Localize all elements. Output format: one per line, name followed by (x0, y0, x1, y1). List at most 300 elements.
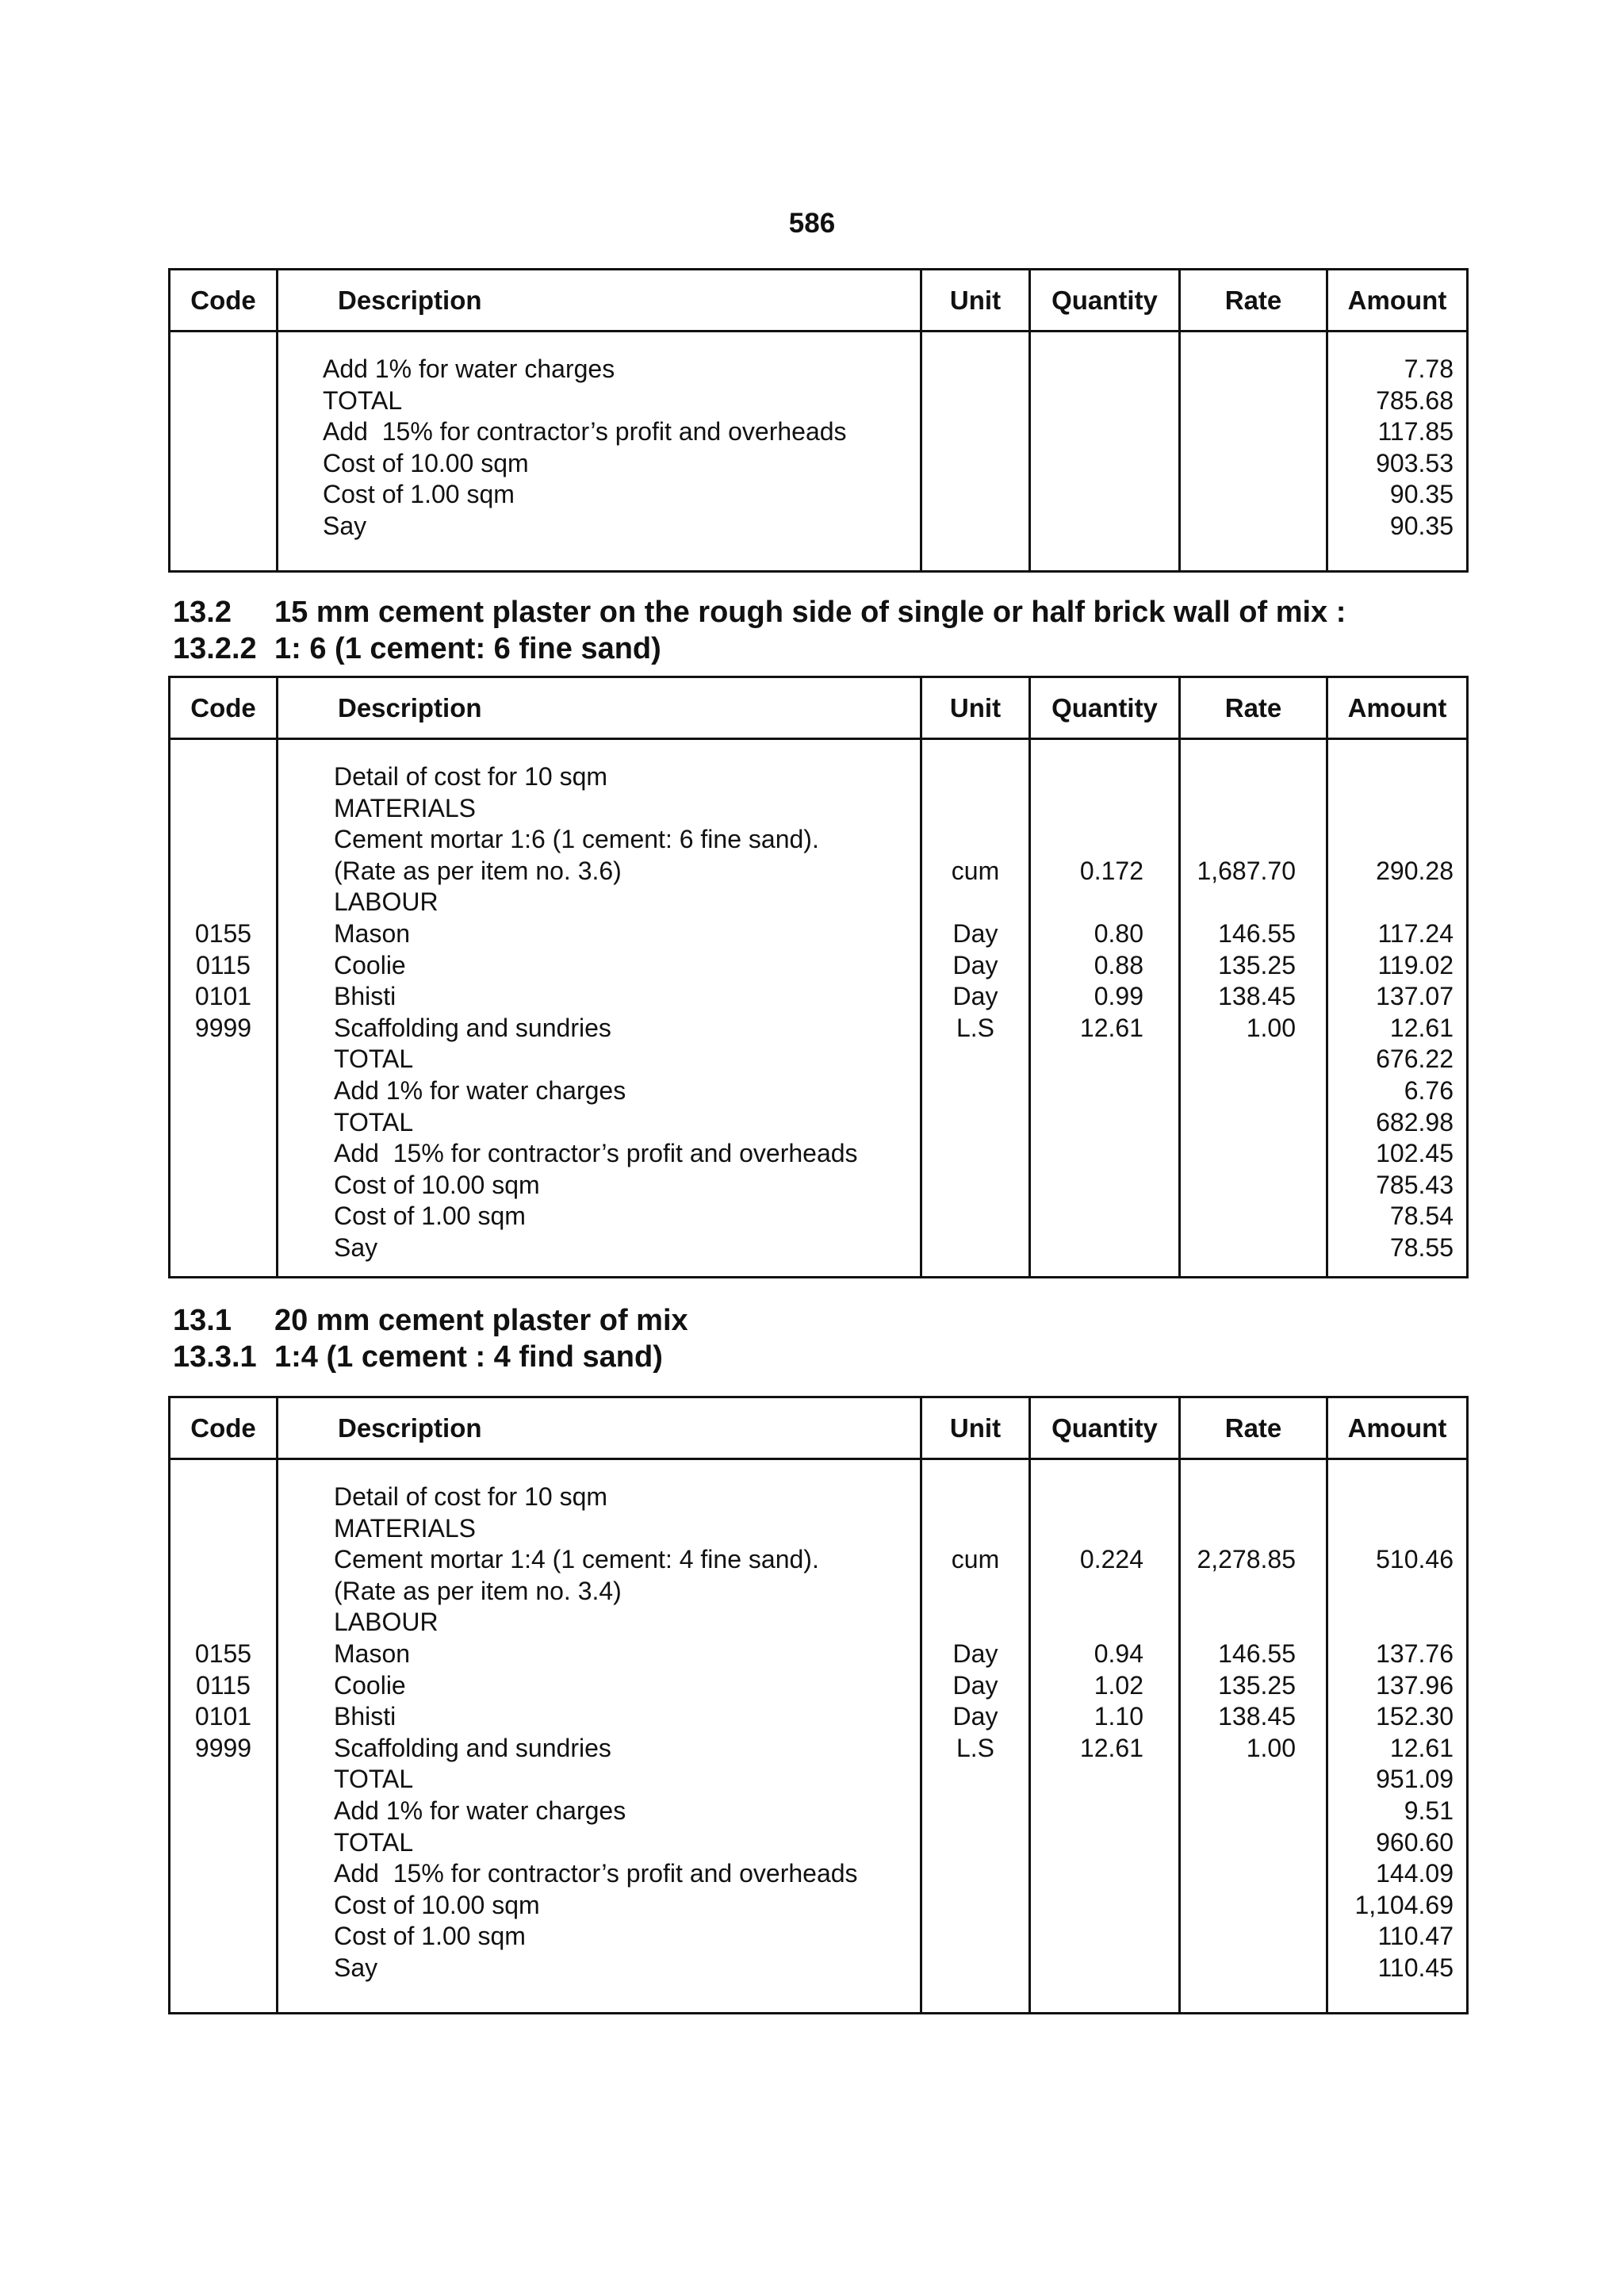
cell-description: Detail of cost for 10 sqm (334, 1482, 608, 1511)
cell-quantity (1031, 1043, 1178, 1075)
table-row (170, 980, 1466, 1012)
cell-unit (922, 1606, 1028, 1638)
table-row (170, 1638, 1466, 1669)
cell-description: Cost of 10.00 sqm (334, 1890, 540, 1919)
cell-quantity (1031, 510, 1178, 542)
cell-quantity (1031, 886, 1178, 918)
cell-amount: 951.09 (1376, 1765, 1454, 1794)
cell-quantity (1031, 478, 1178, 510)
cell-description: TOTAL (334, 1765, 414, 1794)
cell-description: Cement mortar 1:6 (1 cement: 6 fine sand). (334, 825, 819, 854)
section-title: 15 mm cement plaster on the rough side of single or half brick wall of mix : (274, 596, 1346, 629)
cell-description: Say (334, 1953, 378, 1982)
cell-description: (Rate as per item no. 3.6) (334, 856, 622, 885)
cell-rate (1181, 792, 1326, 824)
cell-quantity: 1.02 (1094, 1670, 1143, 1700)
cell-description: Add 15% for contractor’s profit and overheads (334, 1139, 858, 1168)
cell-description: Add 1% for water charges (334, 1076, 626, 1105)
cell-unit: Day (952, 919, 998, 948)
column-header-unit: Unit (949, 286, 1002, 315)
cell-rate (1181, 1075, 1326, 1106)
cell-quantity (1031, 1075, 1178, 1106)
table-row (170, 1232, 1466, 1263)
cell-unit: Day (952, 1639, 998, 1668)
cell-quantity (1031, 1889, 1178, 1921)
table-row (170, 1857, 1466, 1889)
column-header-code: Code (190, 693, 256, 723)
cell-quantity: 1.10 (1094, 1702, 1143, 1731)
cell-amount: 682.98 (1376, 1107, 1454, 1137)
table-row (170, 761, 1466, 792)
table-row (170, 385, 1466, 416)
table-row (170, 1920, 1466, 1952)
table-row (170, 1137, 1466, 1169)
column-header-description: Description (338, 1413, 482, 1443)
cell-rate: 146.55 (1218, 919, 1296, 948)
cell-amount: 510.46 (1376, 1545, 1454, 1574)
cell-quantity (1031, 1200, 1178, 1232)
cell-rate (1181, 1137, 1326, 1169)
cell-description: TOTAL (334, 1107, 414, 1137)
table-row (170, 1700, 1466, 1732)
cell-code (170, 478, 276, 510)
cell-rate (1181, 1857, 1326, 1889)
subsection-heading-13-2-2 (173, 631, 661, 666)
cell-unit: Day (952, 1670, 998, 1700)
cell-code: 0115 (196, 1670, 251, 1700)
cell-code (170, 1952, 276, 1984)
cell-unit (922, 1575, 1028, 1607)
cell-quantity (1031, 385, 1178, 416)
cell-quantity (1031, 1920, 1178, 1952)
cell-unit (922, 1889, 1028, 1921)
table-row (170, 1012, 1466, 1044)
cell-code: 0101 (194, 1702, 252, 1731)
cell-amount: 78.55 (1389, 1233, 1454, 1262)
cell-rate: 138.45 (1218, 1702, 1296, 1731)
column-header-description: Description (338, 286, 482, 315)
column-header-amount: Amount (1347, 286, 1447, 315)
cost-table-13-2-2 (168, 676, 1469, 1278)
cell-code (170, 1920, 276, 1952)
cell-rate (1181, 1043, 1326, 1075)
cell-amount: 785.68 (1376, 385, 1454, 415)
cell-rate (1181, 1106, 1326, 1138)
cell-unit (922, 761, 1028, 792)
section-number: 13.2 (173, 596, 232, 629)
subsection-number: 13.3.1 (173, 1340, 257, 1374)
cell-amount: 152.30 (1376, 1702, 1454, 1731)
cell-unit: Day (952, 982, 998, 1011)
cell-rate: 138.45 (1218, 982, 1296, 1011)
cell-amount: 110.45 (1377, 1953, 1454, 1982)
column-header-unit: Unit (949, 1413, 1002, 1443)
cell-rate (1181, 1795, 1326, 1826)
cell-amount (1328, 1575, 1466, 1607)
cell-description: Add 1% for water charges (323, 355, 615, 383)
table-row (170, 1952, 1466, 1984)
cell-code (170, 385, 276, 416)
table-row (170, 1826, 1466, 1858)
cell-code (170, 1232, 276, 1263)
cell-rate (1181, 1481, 1326, 1512)
cell-unit: Day (952, 950, 998, 979)
cell-quantity (1031, 1512, 1178, 1544)
cell-description: TOTAL (334, 1827, 414, 1857)
cell-rate (1181, 385, 1326, 416)
cell-amount: 137.76 (1376, 1639, 1454, 1668)
cell-description: Cost of 1.00 sqm (334, 1922, 526, 1951)
cell-amount: 78.54 (1389, 1202, 1454, 1231)
cell-description: Bhisti (334, 1702, 396, 1731)
table-row (170, 1763, 1466, 1795)
cell-description: Scaffolding and sundries (334, 1013, 611, 1042)
cell-amount: 117.24 (1377, 919, 1454, 948)
cell-rate: 1,687.70 (1197, 856, 1296, 885)
cell-description: Bhisti (334, 982, 396, 1011)
cell-amount: 290.28 (1376, 856, 1454, 885)
table-row (170, 1512, 1466, 1544)
cell-unit (922, 1795, 1028, 1826)
table-row (170, 1795, 1466, 1826)
cell-code: 0155 (194, 1639, 252, 1668)
cell-unit (922, 447, 1028, 479)
column-header-unit: Unit (949, 693, 1002, 723)
column-header-code: Code (190, 286, 256, 315)
cell-description: Add 15% for contractor’s profit and overheads (323, 417, 847, 447)
cell-code (170, 1606, 276, 1638)
cell-amount: 960.60 (1376, 1827, 1454, 1857)
cell-description: Mason (334, 1639, 411, 1668)
cell-code (170, 416, 276, 447)
cell-unit (922, 1857, 1028, 1889)
cell-quantity: 0.99 (1094, 982, 1143, 1011)
cell-quantity (1031, 1232, 1178, 1263)
cell-amount: 12.61 (1389, 1013, 1454, 1042)
cell-quantity (1031, 823, 1178, 855)
cell-unit: Day (952, 1702, 998, 1731)
cell-code (170, 1137, 276, 1169)
table-row (170, 1200, 1466, 1232)
cell-unit (922, 1512, 1028, 1544)
table-row (170, 1732, 1466, 1764)
table-row (170, 823, 1466, 855)
cell-quantity (1031, 416, 1178, 447)
cell-amount: 137.07 (1376, 982, 1454, 1011)
cell-amount (1328, 792, 1466, 824)
cell-rate (1181, 1200, 1326, 1232)
table-row (170, 1543, 1466, 1575)
table-row (170, 1481, 1466, 1512)
cell-code: 9999 (194, 1733, 252, 1762)
column-header-rate: Rate (1224, 693, 1282, 723)
section-title: 20 mm cement plaster of mix (274, 1304, 688, 1337)
cell-rate (1181, 823, 1326, 855)
cell-description: Detail of cost for 10 sqm (334, 762, 608, 791)
cell-description: Cost of 1.00 sqm (323, 480, 515, 509)
cell-description: Cost of 10.00 sqm (323, 448, 529, 477)
column-header-quantity: Quantity (1051, 693, 1158, 723)
cell-quantity: 0.94 (1094, 1639, 1143, 1668)
cell-unit (922, 1826, 1028, 1858)
cell-rate (1181, 1575, 1326, 1607)
cell-amount: 144.09 (1376, 1859, 1454, 1888)
header-divider (170, 738, 1466, 740)
cell-rate (1181, 1232, 1326, 1263)
cell-rate: 135.25 (1218, 1670, 1296, 1700)
cell-unit: cum (951, 1545, 1000, 1574)
table-row (170, 886, 1466, 918)
cell-description: Say (334, 1233, 378, 1262)
cell-amount (1328, 1606, 1466, 1638)
table-row (170, 918, 1466, 949)
cell-amount: 90.35 (1389, 512, 1454, 540)
cell-description: Cost of 1.00 sqm (334, 1202, 526, 1231)
cell-description: LABOUR (334, 887, 439, 917)
cell-rate: 2,278.85 (1197, 1545, 1296, 1574)
cell-code (170, 1575, 276, 1607)
cell-rate (1181, 1920, 1326, 1952)
cell-unit (922, 510, 1028, 542)
cell-unit: cum (951, 856, 1000, 885)
cell-code (170, 1481, 276, 1512)
cell-description: Cement mortar 1:4 (1 cement: 4 fine sand). (334, 1545, 819, 1574)
header-divider (170, 1458, 1466, 1460)
cell-amount: 117.85 (1377, 417, 1454, 447)
cell-amount: 676.22 (1376, 1045, 1454, 1074)
section-heading-13-1 (173, 1303, 688, 1338)
table-row (170, 949, 1466, 981)
cell-amount (1328, 823, 1466, 855)
cell-quantity (1031, 1481, 1178, 1512)
cell-quantity (1031, 1106, 1178, 1138)
cell-code (170, 1795, 276, 1826)
cell-code (170, 792, 276, 824)
cell-amount: 137.96 (1376, 1670, 1454, 1700)
cell-unit (922, 353, 1028, 385)
cell-quantity: 12.61 (1079, 1013, 1143, 1042)
cell-quantity (1031, 1575, 1178, 1607)
cell-quantity (1031, 447, 1178, 479)
cell-unit (922, 385, 1028, 416)
cost-table-continued (168, 268, 1469, 573)
column-header-amount: Amount (1347, 1413, 1447, 1443)
cell-description: MATERIALS (334, 1513, 476, 1543)
cell-amount: 6.76 (1404, 1076, 1454, 1105)
table-row (170, 447, 1466, 479)
cell-quantity: 0.172 (1079, 856, 1143, 885)
cell-amount: 90.35 (1389, 480, 1454, 509)
cell-description: LABOUR (334, 1608, 439, 1637)
cell-code (170, 1512, 276, 1544)
cell-code: 9999 (194, 1013, 252, 1042)
cell-code (170, 855, 276, 887)
cell-amount: 110.47 (1377, 1922, 1454, 1951)
cell-code (170, 1763, 276, 1795)
cell-quantity (1031, 792, 1178, 824)
cell-unit (922, 1481, 1028, 1512)
cell-amount (1328, 886, 1466, 918)
cell-quantity (1031, 761, 1178, 792)
cell-unit (922, 1075, 1028, 1106)
cell-unit (922, 886, 1028, 918)
cell-rate (1181, 353, 1326, 385)
column-header-quantity: Quantity (1051, 286, 1158, 315)
cell-description: Say (323, 512, 367, 540)
cell-code (170, 761, 276, 792)
cell-amount: 7.78 (1404, 355, 1454, 383)
cell-unit (922, 1920, 1028, 1952)
cell-amount: 785.43 (1376, 1170, 1454, 1199)
table-row (170, 353, 1466, 385)
cell-amount: 903.53 (1376, 448, 1454, 477)
table-row (170, 1106, 1466, 1138)
column-header-rate: Rate (1224, 1413, 1282, 1443)
section-heading-13-2 (173, 595, 1346, 630)
cell-code (170, 510, 276, 542)
cell-rate (1181, 1952, 1326, 1984)
cell-description: Coolie (334, 950, 406, 979)
cell-rate (1181, 1889, 1326, 1921)
cell-quantity: 12.61 (1079, 1733, 1143, 1762)
header-divider (170, 330, 1466, 332)
section-number: 13.1 (173, 1304, 232, 1337)
cell-rate (1181, 447, 1326, 479)
cell-code (170, 1106, 276, 1138)
cell-unit (922, 416, 1028, 447)
cell-code (170, 1826, 276, 1858)
cell-unit (922, 823, 1028, 855)
table-row (170, 1075, 1466, 1106)
cell-code (170, 1043, 276, 1075)
cell-quantity: 0.80 (1094, 919, 1143, 948)
cell-description: Cost of 10.00 sqm (334, 1170, 540, 1199)
cell-quantity (1031, 1137, 1178, 1169)
cell-quantity (1031, 1795, 1178, 1826)
cell-quantity (1031, 1763, 1178, 1795)
cell-unit (922, 1106, 1028, 1138)
table-row (170, 1169, 1466, 1201)
cell-rate: 1.00 (1246, 1013, 1296, 1042)
cell-code (170, 1889, 276, 1921)
cell-unit (922, 1169, 1028, 1201)
subsection-title: 1: 6 (1 cement: 6 fine sand) (274, 632, 661, 665)
cell-code: 0155 (194, 919, 252, 948)
cell-amount: 9.51 (1404, 1796, 1454, 1825)
table-row (170, 510, 1466, 542)
cell-amount (1328, 1481, 1466, 1512)
cell-quantity: 0.88 (1094, 950, 1143, 979)
cell-amount: 12.61 (1389, 1733, 1454, 1762)
cell-description: Add 1% for water charges (334, 1796, 626, 1825)
cell-quantity (1031, 1857, 1178, 1889)
cell-code (170, 1075, 276, 1106)
cell-rate (1181, 1826, 1326, 1858)
cell-unit: L.S (956, 1013, 995, 1042)
cell-code: 0115 (196, 950, 251, 979)
cell-rate (1181, 1512, 1326, 1544)
cell-description: TOTAL (323, 385, 403, 415)
cell-code (170, 1169, 276, 1201)
table-row (170, 1043, 1466, 1075)
subsection-heading-13-3-1 (173, 1340, 663, 1374)
table-row (170, 1889, 1466, 1921)
column-header-rate: Rate (1224, 286, 1282, 315)
cell-code (170, 1543, 276, 1575)
cell-unit (922, 1952, 1028, 1984)
cost-table-13-3-1 (168, 1396, 1469, 2014)
table-row (170, 416, 1466, 447)
cell-quantity (1031, 1826, 1178, 1858)
column-header-description: Description (338, 693, 482, 723)
cell-code (170, 1857, 276, 1889)
column-header-code: Code (190, 1413, 256, 1443)
cell-unit (922, 1200, 1028, 1232)
cell-amount: 1,104.69 (1354, 1890, 1454, 1919)
cell-code (170, 353, 276, 385)
cell-description: Mason (334, 919, 411, 948)
cell-code (170, 1200, 276, 1232)
cell-description: TOTAL (334, 1045, 414, 1074)
table-row (170, 1606, 1466, 1638)
cell-unit (922, 1232, 1028, 1263)
cell-quantity (1031, 1952, 1178, 1984)
cell-quantity (1031, 1606, 1178, 1638)
subsection-number: 13.2.2 (173, 632, 257, 665)
cell-unit (922, 1043, 1028, 1075)
cell-description: (Rate as per item no. 3.4) (334, 1576, 622, 1605)
cell-rate (1181, 761, 1326, 792)
cell-rate (1181, 478, 1326, 510)
cell-description: MATERIALS (334, 793, 476, 822)
cell-amount (1328, 1512, 1466, 1544)
cell-code (170, 886, 276, 918)
cell-rate (1181, 416, 1326, 447)
table-row (170, 1669, 1466, 1701)
cell-rate (1181, 1606, 1326, 1638)
cell-quantity (1031, 353, 1178, 385)
cell-rate (1181, 510, 1326, 542)
cell-amount: 102.45 (1376, 1139, 1454, 1168)
cell-description: Scaffolding and sundries (334, 1733, 611, 1762)
cell-description: Coolie (334, 1670, 406, 1700)
cell-rate: 1.00 (1246, 1733, 1296, 1762)
column-header-amount: Amount (1347, 693, 1447, 723)
cell-quantity: 0.224 (1079, 1545, 1143, 1574)
table-row (170, 792, 1466, 824)
cell-unit: L.S (956, 1733, 995, 1762)
cell-unit (922, 792, 1028, 824)
table-row (170, 855, 1466, 887)
cell-quantity (1031, 1169, 1178, 1201)
cell-rate (1181, 1763, 1326, 1795)
table-row (170, 478, 1466, 510)
table-row (170, 1575, 1466, 1607)
cell-rate: 135.25 (1218, 950, 1296, 979)
cell-description: Add 15% for contractor’s profit and overheads (334, 1859, 858, 1888)
subsection-title: 1:4 (1 cement : 4 find sand) (274, 1340, 663, 1374)
cell-rate (1181, 886, 1326, 918)
cell-code (170, 447, 276, 479)
cell-code: 0101 (194, 982, 252, 1011)
cell-code (170, 823, 276, 855)
cell-unit (922, 1137, 1028, 1169)
page-number: 586 (788, 208, 836, 239)
column-header-quantity: Quantity (1051, 1413, 1158, 1443)
cell-amount (1328, 761, 1466, 792)
cell-amount: 119.02 (1377, 950, 1454, 979)
cell-unit (922, 478, 1028, 510)
